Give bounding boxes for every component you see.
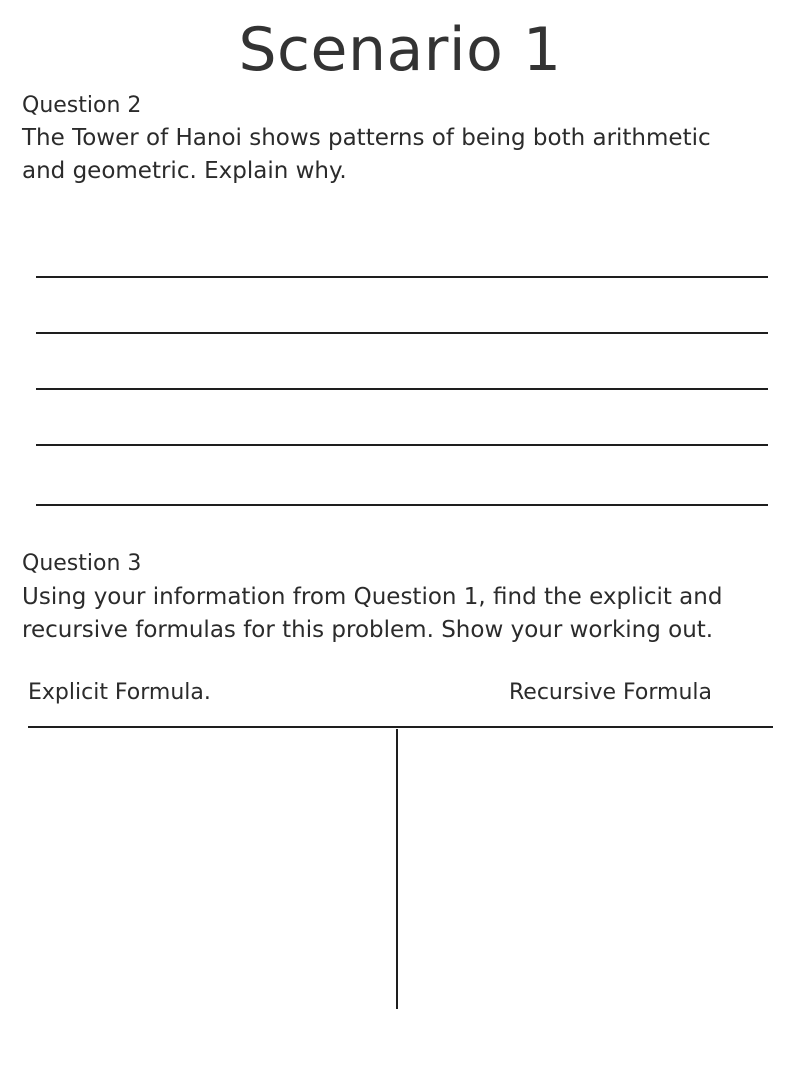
page-title: Scenario 1 — [238, 15, 562, 85]
question-2-text-line-2: and geometric. Explain why. — [22, 158, 347, 184]
question-2-label: Question 2 — [22, 93, 142, 118]
t-chart-vertical-divider — [396, 729, 398, 1009]
t-chart-horizontal-rule — [28, 726, 773, 728]
question-3-text-line-2: recursive formulas for this problem. Show your working out. — [22, 617, 714, 643]
explicit-formula-heading: Explicit Formula. — [28, 680, 211, 705]
answer-line[interactable] — [36, 276, 768, 278]
answer-line[interactable] — [36, 332, 768, 334]
recursive-formula-heading: Recursive Formula — [509, 680, 712, 705]
question-3-text-line-1: Using your information from Question 1, find the explicit and — [22, 584, 723, 610]
answer-line[interactable] — [36, 388, 768, 390]
question-2-text-line-1: The Tower of Hanoi shows patterns of being both arithmetic — [22, 125, 711, 151]
answer-line[interactable] — [36, 444, 768, 446]
answer-line[interactable] — [36, 504, 768, 506]
question-3-label: Question 3 — [22, 551, 142, 576]
